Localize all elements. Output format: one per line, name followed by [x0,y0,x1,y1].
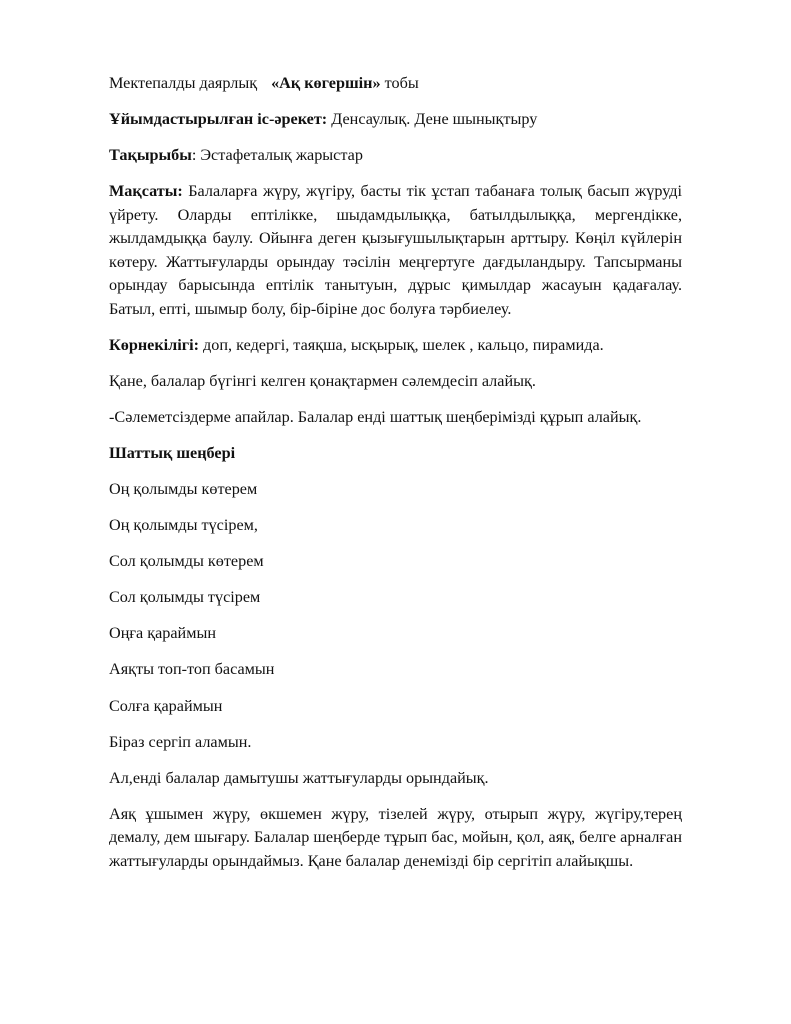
materials-label: Көрнекілігі: [109,335,199,354]
document-body [109,72,682,886]
poem-line: Оң қолымды көтерем [109,480,258,499]
circle-title: Шаттық шеңбері [109,443,236,462]
greeting-prompt: Қане, балалар бүгінгі келген қонақтармен сәлемдесіп алайық. [109,371,536,390]
poem-line: Солға қараймын [109,696,223,715]
goal-paragraph [109,180,682,321]
activity-line [109,108,682,131]
topic-value: : Эстафеталық жарыстар [191,146,363,165]
activity-label: Ұйымдастырылған іс-әрекет: [109,110,328,129]
exercises-paragraph: Аяқ ұшымен жүру, өкшемен жүру, тізелей жүру, отырып жүру, жүгіру,терең демалу, дем шығару. Балалар шеңберде тұрып бас, мойын, қол, аяқ, белге арналған жаттығуларды орындаймыз. Қане балалар денемізді бір сергітіп алайықшы. [109,804,682,870]
poem-line: Сол қолымды көтерем [109,552,264,571]
group-name: «Ақ көгершін» [271,74,381,92]
group-line [109,72,682,95]
poem-line: Аяқты топ-топ басамын [109,660,275,679]
materials-line [109,334,682,357]
goal-label: Мақсаты: [109,182,183,201]
poem-line: Біраз сергіп аламын. [109,732,252,751]
goal-value: Балаларға жүру, жүгіру, басты тік ұстап табанаға толық басып жүруді үйрету. Оларды ептілікке, шыдамдылыққа, батылдылыққа, мергендікке, жылдамдыққа баулу. Ойынға деген қызығушылықтарын арттыру. Көңіл күйлерін көтеру. Жаттығуларды орындау тәсілін меңгертуге дағдыландыру. Тапсырманы орындау барысында ептілік танытуын, дұрыс қимылдар жасауын қадағалау. Батыл, епті, шымыр болу, бір-біріне дос болуға тәрбиелеу. [109,182,682,318]
greeting-reply: -Сәлеметсіздерме апайлар. Балалар енді шаттық шеңберімізді құрып алайық. [109,407,642,426]
group-suffix: тобы [380,74,419,92]
activity-value: Денсаулық. Дене шынықтыру [327,110,538,129]
exercises-intro: Ал,енді балалар дамытушы жаттығуларды орындайық. [109,768,489,787]
poem-line: Сол қолымды түсірем [109,588,261,607]
materials-value: доп, кедергі, таяқша, ысқырық, шелек , кальцо, пирамида. [199,335,604,354]
poem-line: Оң қолымды түсірем, [109,516,258,535]
topic-line [109,144,682,167]
group-prefix: Мектепалды даярлық [109,74,258,92]
poem-line: Оңға қараймын [109,624,216,643]
topic-label: Тақырыбы [109,146,192,165]
